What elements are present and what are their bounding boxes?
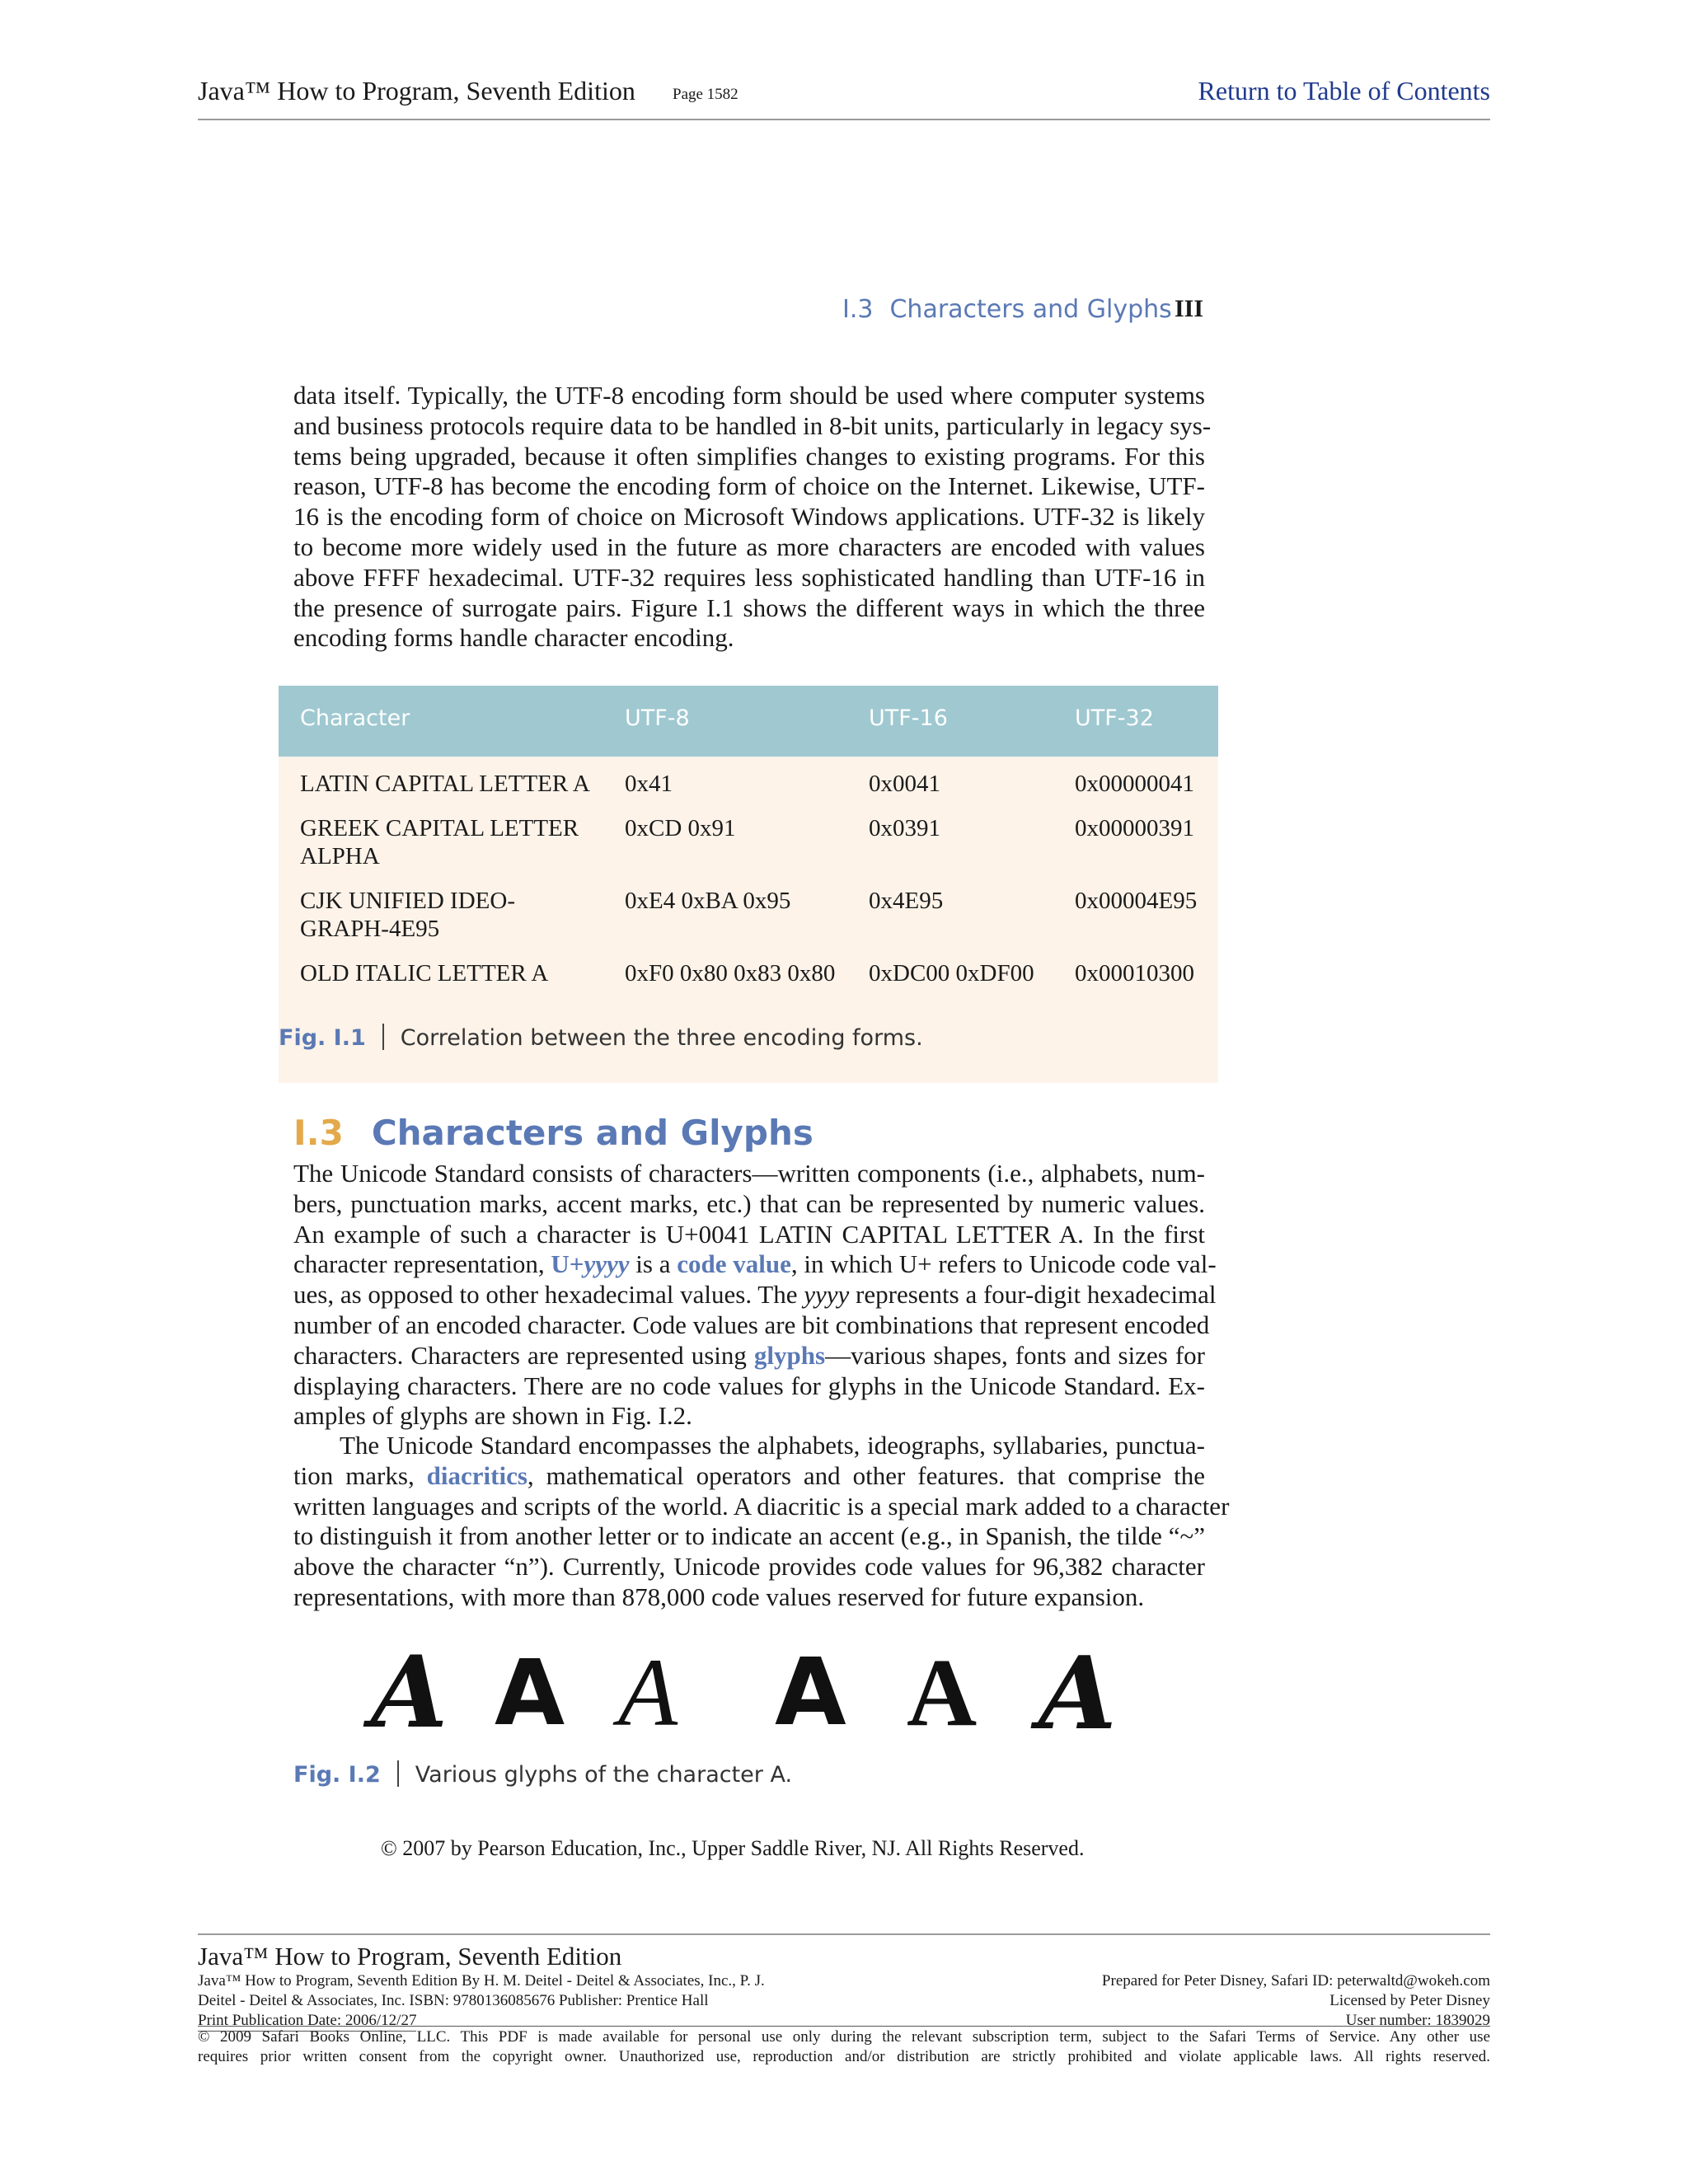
character-cell: LATIN CAPITAL LETTER A	[300, 771, 590, 797]
utf8-cell: 0xE4 0xBA 0x95	[625, 888, 791, 914]
keyword-term: glyphs	[753, 1340, 826, 1370]
text-line: written languages and scripts of the world. A diacritic is a special mark added to a character	[293, 1491, 1230, 1521]
figure-caption-text: Various glyphs of the character A.	[415, 1762, 793, 1788]
figure-caption-text: Correlation between the three encoding forms.	[400, 1025, 923, 1051]
text-line: ues, as opposed to other hexadecimal values. The yyyy represents a four-digit hexadecimal	[293, 1280, 1217, 1310]
figure-caption	[293, 1760, 792, 1788]
glyph-sample: A	[495, 1640, 565, 1746]
section-paragraph	[293, 1159, 1217, 1432]
utf16-cell: 0x0041	[869, 771, 940, 797]
book-title: Java™ How to Program, Seventh Edition	[198, 76, 635, 105]
footer-legal-notice	[198, 2027, 1490, 2067]
text-line: above the character “n”). Currently, Unicode provides code values for 96,382 character	[293, 1552, 1205, 1582]
footer-book-title: Java™ How to Program, Seventh Edition	[198, 1942, 622, 1971]
section-title: Characters and Glyphs	[371, 1113, 814, 1153]
legal-line: © 2009 Safari Books Online, LLC. This PDF is made available for personal use only during the relevant subscription term, subject to the Safari Terms of Service. Any other use	[198, 2028, 1490, 2046]
glyph-sample: A	[907, 1638, 978, 1746]
utf16-cell: 0x4E95	[869, 888, 944, 914]
text-line: bers, punctuation marks, accent marks, etc.) that can be represented by numeric values.	[293, 1188, 1205, 1218]
text-line: An example of such a character is U+0041 LATIN CAPITAL LETTER A. In the first	[293, 1219, 1205, 1249]
keyword-term: code value	[677, 1249, 791, 1279]
text-line: tion marks, diacritics, mathematical operators and other features. that comprise the	[293, 1460, 1205, 1490]
keyword-term: diacritics	[426, 1460, 528, 1490]
text-line: to distinguish it from another letter or to indicate an accent (e.g., in Spanish, the tilde “~”	[293, 1521, 1205, 1551]
page-folio: III	[1174, 295, 1203, 322]
text-line: above FFFF hexadecimal. UTF-32 requires less sophisticated handling than UTF-16 in	[293, 562, 1205, 592]
text-line: number of an encoded character. Code values are bit combinations that represent encoded	[293, 1310, 1210, 1339]
section-paragraph	[293, 1431, 1230, 1613]
character-cell: GREEK CAPITAL LETTER ALPHA	[300, 815, 579, 869]
text-line: displaying characters. There are no code values for glyphs in the Unicode Standard. Ex-	[293, 1371, 1205, 1400]
figure-number: Fig. I.2	[293, 1762, 381, 1788]
utf32-cell: 0x00010300	[1075, 960, 1194, 987]
column-header-utf16: UTF-16	[869, 705, 948, 731]
column-header-character: Character	[300, 705, 410, 731]
table-header	[279, 686, 1218, 757]
utf8-cell: 0xCD 0x91	[625, 815, 736, 841]
utf32-cell: 0x00004E95	[1075, 888, 1198, 914]
text-line: and business protocols require data to be handled in 8-bit units, particularly in legacy sys-	[293, 410, 1212, 440]
section-heading	[293, 1113, 814, 1153]
glyph-sample: A	[775, 1639, 846, 1746]
text-line: amples of glyphs are shown in Fig. I.2.	[293, 1401, 692, 1431]
footer-isbn-info: Deitel - Deitel & Associates, Inc. ISBN: 9780136085676 Publisher: Prentice Hall	[198, 1992, 709, 2009]
character-cell: CJK UNIFIED IDEO- GRAPH-4E95	[300, 888, 515, 942]
glyph-sample: A	[1039, 1633, 1117, 1752]
utf8-cell: 0x41	[625, 771, 673, 797]
footer-email-link[interactable]: peterwaltd@wokeh.com	[1337, 1972, 1490, 1990]
text-line: character representation, U+yyyy is a code value, in which U+ refers to Unicode code val-	[293, 1249, 1217, 1279]
return-to-toc-link[interactable]: Return to Table of Contents	[1198, 76, 1490, 105]
text-line: to become more widely used in the future as more characters are encoded with values	[293, 532, 1205, 561]
page-number-label: Page 1582	[673, 86, 738, 103]
page-footer	[198, 1933, 1490, 2067]
text-line: data itself. Typically, the UTF-8 encoding form should be used where computer systems	[293, 381, 1205, 410]
running-head	[842, 295, 1172, 324]
column-header-utf32: UTF-32	[1075, 705, 1154, 731]
legal-line: requires prior written consent from the copyright owner. Unauthorized use, reproduction and/or distribution are strictly prohibited and violate applicable laws. All rights reserved.	[198, 2048, 1490, 2065]
footer-user-number: User number: 1839029	[1345, 2012, 1490, 2029]
footer-licensed-by: Licensed by Peter Disney	[1329, 1992, 1490, 2009]
intro-paragraph	[293, 381, 1212, 654]
character-cell: OLD ITALIC LETTER A	[300, 960, 549, 987]
text-line: tems being upgraded, because it often simplifies changes to existing programs. For this	[293, 441, 1205, 471]
caption-divider	[397, 1760, 399, 1787]
utf16-cell: 0xDC00 0xDF00	[869, 960, 1034, 987]
text-line: The Unicode Standard consists of characters—written components (i.e., alphabets, num-	[293, 1159, 1205, 1188]
footer-book-info: Java™ How to Program, Seventh Edition By H. M. Deitel - Deitel & Associates, Inc., P. J.	[198, 1972, 765, 1990]
text-line: encoding forms handle character encoding.	[293, 623, 734, 653]
caption-divider	[382, 1024, 384, 1050]
text-line: The Unicode Standard encompasses the alphabets, ideographs, syllabaries, punctua-	[340, 1431, 1205, 1460]
footer-prepared-for: Prepared for Peter Disney, Safari ID: peterwaltd@wokeh.com	[1101, 1972, 1490, 1990]
running-head-section: I.3	[842, 295, 874, 324]
copyright-notice: © 2007 by Pearson Education, Inc., Upper Saddle River, NJ. All Rights Reserved.	[381, 1836, 1085, 1860]
text-line: 16 is the encoding form of choice on Microsoft Windows applications. UTF-32 is likely	[293, 502, 1205, 532]
text-line: reason, UTF-8 has become the encoding form of choice on the Internet. Likewise, UTF-	[293, 471, 1205, 501]
text-line: characters. Characters are represented using glyphs—various shapes, fonts and sizes for	[293, 1340, 1205, 1370]
utf16-cell: 0x0391	[869, 815, 940, 841]
glyph-sample: A	[618, 1638, 678, 1746]
utf32-cell: 0x00000391	[1075, 815, 1194, 841]
figure-caption	[279, 1024, 923, 1051]
text-line: the presence of surrogate pairs. Figure I.1 shows the different ways in which the three	[293, 593, 1205, 622]
running-head-title: Characters and Glyphs	[889, 295, 1172, 324]
utf8-cell: 0xF0 0x80 0x83 0x80	[625, 960, 836, 987]
glyph-sample: A	[371, 1634, 448, 1750]
column-header-utf8: UTF-8	[625, 705, 690, 731]
top-bar	[198, 76, 1490, 120]
footer-publication-date: Print Publication Date: 2006/12/27	[198, 2011, 416, 2032]
utf32-cell: 0x00000041	[1075, 771, 1194, 797]
footer-divider	[198, 2026, 1490, 2027]
text-line: representations, with more than 878,000 code values reserved for future expansion.	[293, 1582, 1145, 1611]
glyph-figure	[363, 1633, 1137, 1752]
figure-number: Fig. I.1	[279, 1025, 366, 1051]
section-number: I.3	[293, 1113, 344, 1153]
keyword-term: U+yyyy	[551, 1249, 630, 1279]
